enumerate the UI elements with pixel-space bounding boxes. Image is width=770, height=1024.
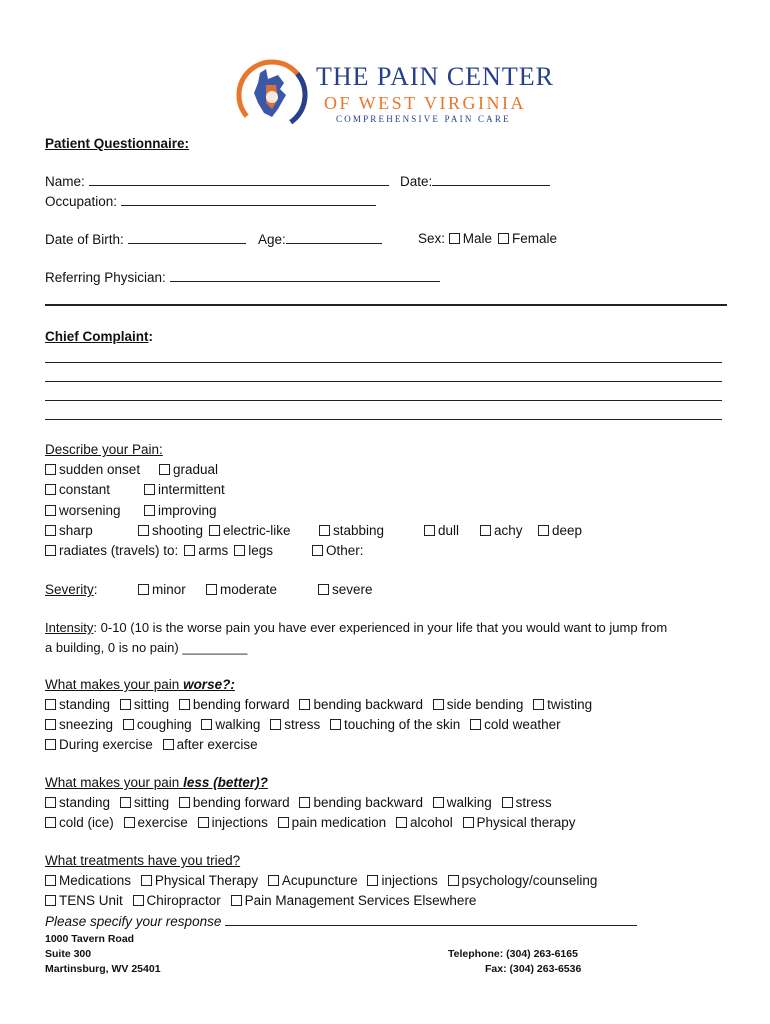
worse-during-exercise-checkbox[interactable] <box>45 739 56 750</box>
worse-bending-backward-label: bending backward <box>313 697 424 712</box>
worse-side-bending-label: side bending <box>446 697 524 712</box>
better-injections-checkbox[interactable] <box>198 817 209 828</box>
severity-colon: : <box>93 582 98 597</box>
better-injections-label: injections <box>211 815 268 830</box>
worse-twisting-label: twisting <box>547 697 593 712</box>
tens-unit-label: TENS Unit <box>59 893 123 908</box>
specify-label: Please specify your response <box>45 914 222 929</box>
referring-label: Referring Physician: <box>45 270 166 285</box>
complaint-line-4[interactable] <box>45 419 722 420</box>
sudden-onset-label: sudden onset <box>59 462 141 477</box>
physical-therapy-checkbox[interactable] <box>141 875 152 886</box>
better-bending-backward-checkbox[interactable] <box>299 797 310 808</box>
worse-cold-weather-checkbox[interactable] <box>470 719 481 730</box>
better-physical-therapy-label: Physical therapy <box>476 815 576 830</box>
footer-address-2: Suite 300 <box>45 948 92 960</box>
better-cold-checkbox[interactable] <box>45 817 56 828</box>
describe-row-4e <box>480 522 523 540</box>
severity-moderate <box>206 581 277 599</box>
stabbing-label: stabbing <box>333 523 385 538</box>
worse-touching-label: touching of the skin <box>343 717 461 732</box>
better-emph: less (better)? <box>183 775 268 790</box>
worse-bending-forward-checkbox[interactable] <box>179 699 190 710</box>
intensity-line-1 <box>45 619 667 637</box>
better-alcohol-checkbox[interactable] <box>396 817 407 828</box>
better-bending-forward-label: bending forward <box>192 795 290 810</box>
form-title: Patient Questionnaire: <box>45 136 190 151</box>
describe-row-4d <box>424 522 459 540</box>
shooting-checkbox[interactable] <box>138 525 149 536</box>
psychology-label: psychology/counseling <box>461 873 598 888</box>
stabbing-checkbox[interactable] <box>319 525 330 536</box>
referring-field[interactable] <box>170 268 440 282</box>
severity-label <box>45 581 98 599</box>
medications-checkbox[interactable] <box>45 875 56 886</box>
better-row-1 <box>45 794 552 812</box>
worse-standing-label: standing <box>59 697 111 712</box>
improving-checkbox[interactable] <box>144 505 155 516</box>
footer-address-3: Martinsburg, WV 25401 <box>45 963 161 975</box>
intensity-text-1: : 0-10 (10 is the worse pain you have ever experienced in your life that you would want to jump from <box>93 620 668 635</box>
complaint-line-1[interactable] <box>45 362 722 363</box>
dull-checkbox[interactable] <box>424 525 435 536</box>
worse-twisting-checkbox[interactable] <box>533 699 544 710</box>
worse-during-exercise-label: During exercise <box>59 737 153 752</box>
achy-checkbox[interactable] <box>480 525 491 536</box>
moderate-label: moderate <box>220 582 278 597</box>
gradual-label: gradual <box>173 462 219 477</box>
worse-side-bending-checkbox[interactable] <box>433 699 444 710</box>
worse-after-exercise-checkbox[interactable] <box>163 739 174 750</box>
constant-label: constant <box>59 482 111 497</box>
complaint-line-2[interactable] <box>45 381 722 382</box>
complaint-line-3[interactable] <box>45 400 722 401</box>
sex-row <box>418 230 557 248</box>
worse-bending-forward-label: bending forward <box>192 697 290 712</box>
psychology-checkbox[interactable] <box>448 875 459 886</box>
better-walking-label: walking <box>446 795 492 810</box>
better-pain-medication-label: pain medication <box>291 815 387 830</box>
improving-label: improving <box>158 503 217 518</box>
treatments-row-1 <box>45 872 597 890</box>
worse-stress-checkbox[interactable] <box>270 719 281 730</box>
worse-sneezing-checkbox[interactable] <box>45 719 56 730</box>
dob-row <box>45 230 246 249</box>
worse-title <box>45 676 235 694</box>
better-alcohol-label: alcohol <box>409 815 453 830</box>
describe-row-3b <box>144 502 217 520</box>
better-walking-checkbox[interactable] <box>433 797 444 808</box>
better-exercise-checkbox[interactable] <box>124 817 135 828</box>
footer-address-1: 1000 Tavern Road <box>45 933 135 945</box>
tens-unit-checkbox[interactable] <box>45 895 56 906</box>
physical-therapy-label: Physical Therapy <box>154 873 259 888</box>
describe-row-2a <box>45 481 110 499</box>
radiates-checkbox[interactable] <box>45 545 56 556</box>
occupation-label: Occupation: <box>45 194 118 209</box>
sex-male-label: Male <box>462 231 493 246</box>
radiates-label: radiates (travels) to: <box>59 543 179 558</box>
name-field[interactable] <box>89 172 389 186</box>
describe-row-4b <box>138 522 291 540</box>
worse-cold-weather-label: cold weather <box>484 717 561 732</box>
worse-stress-label: stress <box>284 717 321 732</box>
section-divider <box>45 304 727 306</box>
electric-like-checkbox[interactable] <box>209 525 220 536</box>
pain-management-checkbox[interactable] <box>231 895 242 906</box>
worse-walking-checkbox[interactable] <box>201 719 212 730</box>
worse-row-1 <box>45 696 592 714</box>
chief-complaint-title <box>45 328 153 346</box>
better-exercise-label: exercise <box>137 815 188 830</box>
deep-checkbox[interactable] <box>538 525 549 536</box>
wv-map-logo-icon <box>232 55 312 135</box>
better-bending-backward-label: bending backward <box>313 795 424 810</box>
dull-label: dull <box>438 523 460 538</box>
severity-minor <box>138 581 186 599</box>
name-label: Name: <box>45 174 85 189</box>
worse-prefix: What makes your pain <box>45 677 184 692</box>
logo-tagline: COMPREHENSIVE PAIN CARE <box>336 114 511 124</box>
footer-phone: Telephone: (304) 263-6165 <box>448 948 578 960</box>
describe-row-1a <box>45 461 140 479</box>
specify-field[interactable] <box>225 912 637 926</box>
describe-pain-title: Describe your Pain: <box>45 442 163 457</box>
better-cold-label: cold (ice) <box>59 815 114 830</box>
describe-row-4c <box>319 522 384 540</box>
age-row <box>258 230 382 249</box>
worse-walking-label: walking <box>215 717 261 732</box>
arms-label: arms <box>198 543 229 558</box>
better-standing-checkbox[interactable] <box>45 797 56 808</box>
constant-checkbox[interactable] <box>45 484 56 495</box>
legs-checkbox[interactable] <box>234 545 245 556</box>
better-row-2 <box>45 814 576 832</box>
better-bending-forward-checkbox[interactable] <box>179 797 190 808</box>
better-title <box>45 774 268 792</box>
describe-row-4a <box>45 522 93 540</box>
electric-like-label: electric-like <box>223 523 291 538</box>
sharp-label: sharp <box>59 523 93 538</box>
logo-title: THE PAIN CENTER <box>316 62 554 91</box>
sex-female-label: Female <box>512 231 558 246</box>
age-field[interactable] <box>286 230 382 244</box>
arms-checkbox[interactable] <box>184 545 195 556</box>
worse-coughing-checkbox[interactable] <box>123 719 134 730</box>
age-label: Age: <box>258 232 286 247</box>
deep-label: deep <box>552 523 583 538</box>
logo-subtitle: OF WEST VIRGINIA <box>324 93 527 113</box>
other-label: Other: <box>326 543 364 558</box>
describe-row-4f <box>538 522 582 540</box>
sudden-onset-checkbox[interactable] <box>45 464 56 475</box>
footer-fax: Fax: (304) 263-6536 <box>485 963 582 975</box>
severe-checkbox[interactable] <box>318 584 329 595</box>
treatments-row-2 <box>45 892 476 910</box>
injections-label: injections <box>381 873 438 888</box>
better-pain-medication-checkbox[interactable] <box>278 817 289 828</box>
achy-label: achy <box>494 523 523 538</box>
describe-row-5b <box>312 542 364 560</box>
worse-standing-checkbox[interactable] <box>45 699 56 710</box>
shooting-label: shooting <box>152 523 204 538</box>
legs-label: legs <box>248 543 274 558</box>
worse-bending-backward-checkbox[interactable] <box>299 699 310 710</box>
worse-row-2 <box>45 716 561 734</box>
severity-severe <box>318 581 373 599</box>
minor-checkbox[interactable] <box>138 584 149 595</box>
dob-label: Date of Birth: <box>45 232 124 247</box>
intermittent-label: intermittent <box>158 482 225 497</box>
worse-after-exercise-label: after exercise <box>176 737 258 752</box>
worsening-checkbox[interactable] <box>45 505 56 516</box>
intermittent-checkbox[interactable] <box>144 484 155 495</box>
better-physical-therapy-checkbox[interactable] <box>463 817 474 828</box>
worse-row-3 <box>45 736 258 754</box>
sex-female-checkbox[interactable] <box>498 233 509 244</box>
describe-row-2b <box>144 481 225 499</box>
logo <box>232 55 554 135</box>
sex-label: Sex: <box>418 231 446 246</box>
worse-touching-checkbox[interactable] <box>330 719 341 730</box>
chief-complaint-colon: : <box>148 329 153 344</box>
intensity-label: Intensity <box>45 620 94 635</box>
occupation-row <box>45 192 376 211</box>
referring-row <box>45 268 440 287</box>
occupation-field[interactable] <box>121 192 376 206</box>
worse-sneezing-label: sneezing <box>59 717 114 732</box>
pain-management-label: Pain Management Services Elsewhere <box>244 893 477 908</box>
worsening-label: worsening <box>59 503 121 518</box>
date-row <box>400 172 550 191</box>
chief-complaint-label: Chief Complaint <box>45 329 149 344</box>
better-stress-checkbox[interactable] <box>502 797 513 808</box>
intensity-line-2[interactable]: a building, 0 is no pain) _________ <box>45 640 248 655</box>
better-prefix: What makes your pain <box>45 775 184 790</box>
worse-emph: worse?: <box>183 677 235 692</box>
other-checkbox[interactable] <box>312 545 323 556</box>
better-sitting-checkbox[interactable] <box>120 797 131 808</box>
sharp-checkbox[interactable] <box>45 525 56 536</box>
moderate-checkbox[interactable] <box>206 584 217 595</box>
describe-row-1b <box>159 461 218 479</box>
chiropractor-checkbox[interactable] <box>133 895 144 906</box>
injections-checkbox[interactable] <box>367 875 378 886</box>
minor-label: minor <box>152 582 186 597</box>
describe-row-3a <box>45 502 121 520</box>
better-standing-label: standing <box>59 795 111 810</box>
gradual-checkbox[interactable] <box>159 464 170 475</box>
specify-row <box>45 912 637 931</box>
acupuncture-label: Acupuncture <box>281 873 358 888</box>
dob-field[interactable] <box>128 230 246 244</box>
worse-sitting-label: sitting <box>133 697 170 712</box>
acupuncture-checkbox[interactable] <box>268 875 279 886</box>
name-row <box>45 172 389 191</box>
date-label: Date: <box>400 174 433 189</box>
sex-male-checkbox[interactable] <box>449 233 460 244</box>
chiropractor-label: Chiropractor <box>146 893 221 908</box>
better-sitting-label: sitting <box>133 795 170 810</box>
date-field[interactable] <box>432 172 550 186</box>
worse-coughing-label: coughing <box>136 717 192 732</box>
better-stress-label: stress <box>515 795 552 810</box>
severe-label: severe <box>332 582 373 597</box>
medications-label: Medications <box>59 873 132 888</box>
describe-row-5a <box>45 542 273 560</box>
severity-text: Severity <box>45 582 94 597</box>
worse-sitting-checkbox[interactable] <box>120 699 131 710</box>
treatments-title: What treatments have you tried? <box>45 853 241 868</box>
